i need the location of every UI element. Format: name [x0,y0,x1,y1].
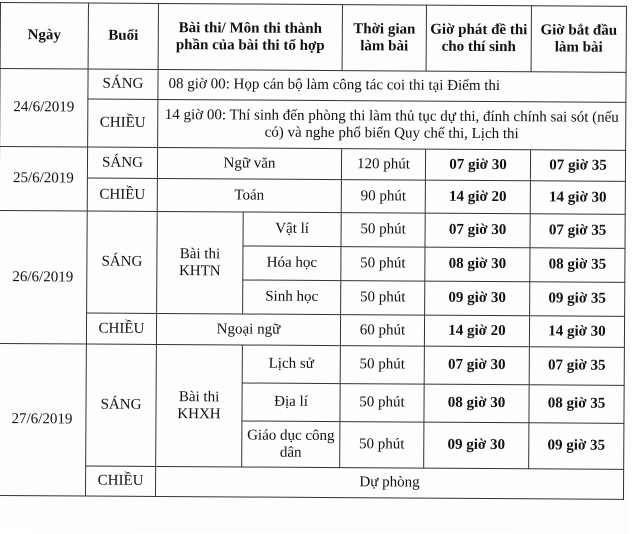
start-cell: 07 giờ 35 [530,150,625,182]
hand-out-cell: 07 giờ 30 [425,149,530,181]
subject-cell: Giáo dục công dân [242,421,340,468]
subject-cell: Ngoại ngữ [156,313,340,345]
duration-cell: 50 phút [340,384,424,423]
table-row [0,343,624,385]
start-cell: 07 giờ 35 [530,214,625,249]
duration-cell: 50 phút [340,346,424,385]
duration-cell: 50 phút [341,247,425,282]
subject-cell: Hóa học [243,246,341,281]
hand-out-cell: 08 giờ 30 [425,247,530,282]
start-cell: 08 giờ 35 [529,385,624,424]
header-row [0,3,626,73]
session-cell: SÁNG [86,344,157,466]
duration-cell: 90 phút [341,180,425,214]
session-cell: SÁNG [88,69,158,99]
subject-cell: Toán [157,178,341,212]
start-cell: 09 giờ 35 [530,282,625,317]
hand-out-cell: 14 giờ 20 [424,315,529,347]
date-cell: 25/6/2019 [0,147,88,212]
start-cell: 08 giờ 35 [530,248,625,283]
header-session: Buổi [88,3,158,69]
note-cell: Dự phòng [155,466,623,499]
exam-schedule-table [0,2,627,500]
table-row [0,99,626,151]
header-subject: Bài thi/ Môn thi thành phần của bài thi tổ hợp [158,3,342,70]
date-cell: 27/6/2019 [0,343,86,496]
table-row [0,69,626,103]
start-cell: 09 giờ 35 [529,423,624,470]
duration-cell: 120 phút [341,149,425,181]
table-row [0,147,626,182]
session-cell: CHIỀU [88,99,158,147]
session-cell: SÁNG [87,211,158,313]
duration-cell: 50 phút [340,422,424,469]
start-cell: 14 giờ 30 [530,181,625,215]
duration-cell: 60 phút [340,315,424,347]
subject-cell: Ngữ văn [157,147,341,179]
session-cell: CHIỀU [85,466,155,496]
start-cell: 14 giờ 30 [529,316,624,348]
duration-cell: 50 phút [341,281,425,316]
hand-out-cell: 09 giờ 30 [424,422,529,469]
hand-out-cell: 08 giờ 30 [424,384,529,423]
note-cell: 14 giờ 00: Thí sinh đến phòng thi làm thủ tục dự thi, đính chính sai sót (nếu có) và nghe phổ biến Quy chế thi, Lịch thi [158,99,626,150]
hand-out-cell: 07 giờ 30 [424,346,529,385]
header-duration: Thời gian làm bài [342,5,426,72]
date-cell: 24/6/2019 [0,69,88,148]
date-cell: 26/6/2019 [0,210,87,344]
header-start-time: Giờ bắt đầu làm bài [531,6,626,73]
group-cell: Bài thi KHXH [156,344,243,467]
subject-cell: Lịch sử [242,345,340,384]
table-row [0,177,625,214]
start-cell: 07 giờ 35 [529,347,624,386]
subject-cell: Sinh học [243,280,341,315]
session-cell: SÁNG [87,147,157,178]
table-row [0,465,624,499]
subject-cell: Địa lí [242,383,340,422]
hand-out-cell: 14 giờ 20 [425,180,530,214]
duration-cell: 50 phút [341,213,425,248]
table-row [0,312,625,347]
session-cell: CHIỀU [87,178,157,211]
hand-out-cell: 09 giờ 30 [425,281,530,316]
session-cell: CHIỀU [86,313,156,344]
subject-cell: Vật lí [243,212,341,247]
hand-out-cell: 07 giờ 30 [425,213,530,248]
header-date: Ngày [0,3,88,70]
table-row [0,210,625,248]
note-cell: 08 giờ 00: Họp cán bộ làm công tác coi thi tại Điểm thi [158,69,626,102]
group-cell: Bài thi KHTN [157,211,244,314]
header-hand-out-time: Giờ phát đề thi cho thí sinh [426,5,531,72]
